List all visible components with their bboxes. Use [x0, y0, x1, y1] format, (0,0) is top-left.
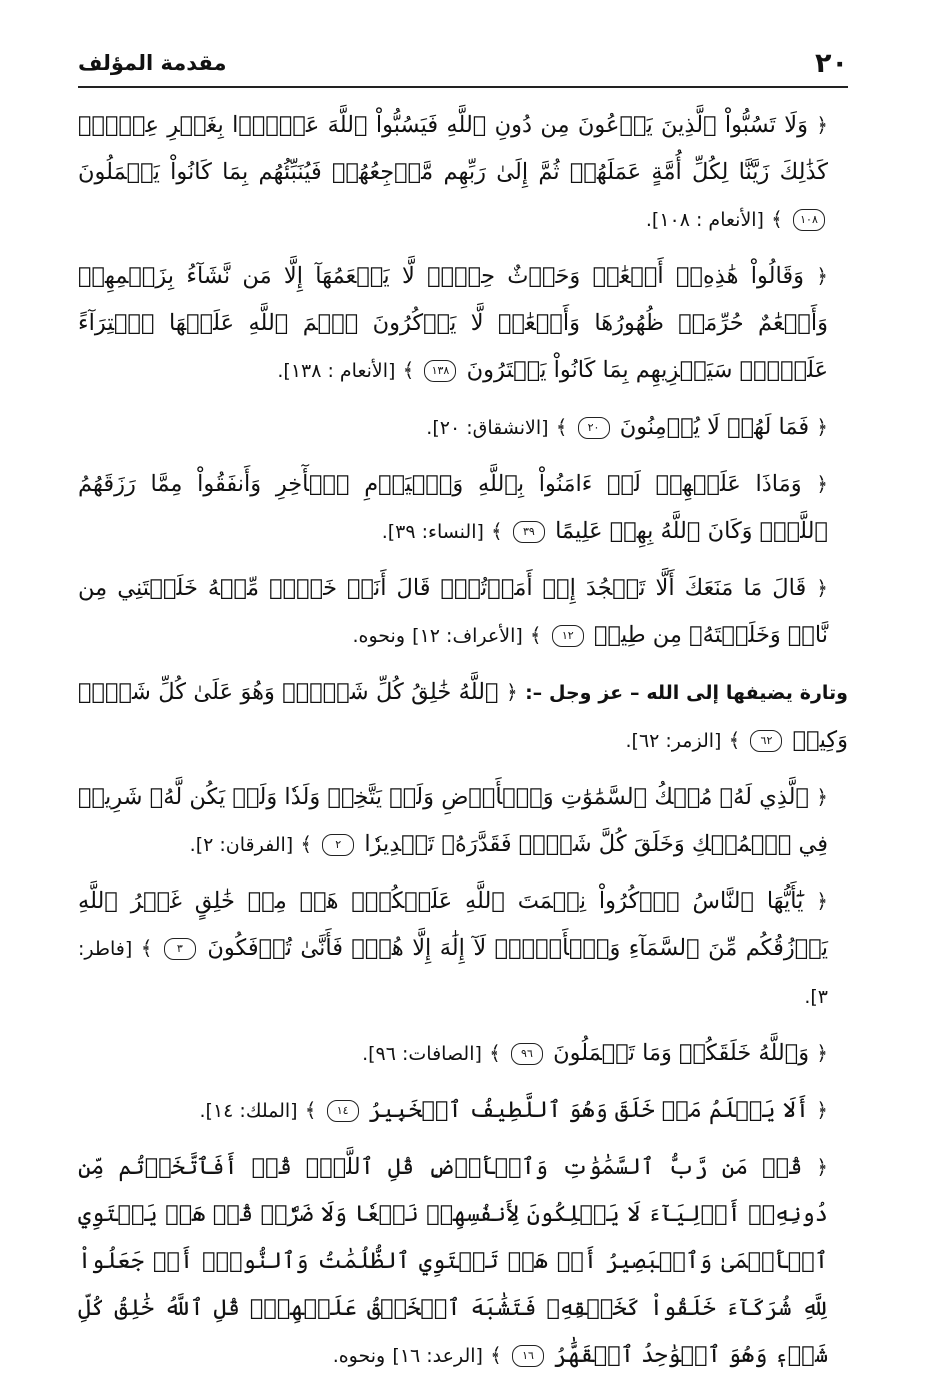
quran-verse: فَمَا لَهُمۡ لَا يُؤۡمِنُونَ: [619, 414, 810, 440]
verse-close-bracket: ﴾: [489, 1041, 501, 1065]
book-page: [78, 40, 848, 1368]
verse-number-marker: ٣: [164, 938, 196, 960]
page-number: ٢٠: [815, 47, 848, 79]
verse-paragraph: [78, 1144, 848, 1380]
quran-verse: قُلۡ مَن رَّبُّ ٱلسَّمَٰوَٰتِ وَٱلۡأَرۡضِ قُلِ ٱللَّهُۚ قُلۡ أَفَٱتَّخَذۡتُم مِّن دُونِهِۦٓ أَوۡلِيَآءَ لَا يَمۡلِكُونَ لِأَنفُسِهِمۡ نَفۡعٗا وَلَا ضَرّٗاۚ قُلۡ هَلۡ يَسۡتَوِي ٱلۡأَعۡمَىٰ وَٱلۡبَصِيرُ أَمۡ هَلۡ تَسۡتَوِي ٱلظُّلُمَٰتُ وَٱلنُّورُۗ أَمۡ جَعَلُواْ لِلَّهِ شُرَكَآءَ خَلَقُواْ كَخَلۡقِهِۦ فَتَشَٰبَهَ ٱلۡخَلۡقُ عَلَيۡهِمۡۚ قُلِ ٱللَّهُ خَٰلِقُ كُلِّ شَيۡءٖ وَهُوَ ٱلۡوَٰحِدُ ٱلۡقَهَّٰرُ: [78, 1154, 828, 1368]
quran-verse: وَمَاذَا عَلَيۡهِمۡ لَوۡ ءَامَنُواْ بِٱللَّهِ وَٱلۡيَوۡمِ ٱلۡأٓخِرِ وَأَنفَقُواْ مِمَّا رَزَقَهُمُ ٱللَّهُۚ وَكَانَ ٱللَّهُ بِهِمۡ عَلِيمًا: [78, 471, 828, 544]
verse-close-bracket: ﴾: [728, 728, 741, 752]
surah-reference: [النساء: ٣٩].: [381, 521, 484, 543]
verse-close-bracket: ﴾: [304, 1098, 317, 1122]
verse-open-bracket: ﴿: [816, 889, 829, 913]
quran-verse: ٱلَّذِي لَهُۥ مُلۡكُ ٱلسَّمَٰوَٰتِ وَٱلۡأَرۡضِ وَلَمۡ يَتَّخِذۡ وَلَدٗا وَلَمۡ يَكُن لَّهُۥ شَرِيكٞ فِي ٱلۡمُلۡكِ وَخَلَقَ كُلَّ شَيۡءٖ فَقَدَّرَهُۥ تَقۡدِيرٗا: [78, 784, 828, 857]
verse-number-marker: ١٣٨: [424, 360, 456, 382]
surah-reference: [الرعد: ١٦]: [392, 1345, 483, 1367]
verse-number-marker: ٢٠: [578, 417, 610, 439]
verse-number-marker: ٢: [322, 834, 354, 856]
verse-open-bracket: ﴿: [816, 576, 828, 600]
page-body: [78, 102, 848, 1380]
verse-paragraph: [78, 404, 848, 452]
verse-paragraph: [78, 1030, 848, 1078]
surah-reference: [الأنعام : ١٠٨].: [645, 209, 764, 231]
verse-open-bracket: ﴿: [816, 1098, 828, 1122]
verse-close-bracket: ﴾: [402, 358, 415, 382]
verse-number-marker: ٩٦: [511, 1043, 543, 1065]
surah-reference: [الصافات: ٩٦].: [362, 1043, 482, 1065]
verse-number-marker: ١٠٨: [793, 209, 825, 231]
verse-paragraph: [78, 774, 848, 869]
page-header: [78, 40, 848, 88]
trailing-text: ونحوه.: [352, 625, 405, 647]
verse-close-bracket: ﴾: [491, 519, 503, 543]
surah-reference: [الزمر: ٦٢].: [625, 730, 722, 752]
verse-close-bracket: ﴾: [140, 936, 153, 960]
verse-open-bracket: ﴿: [816, 264, 828, 288]
verse-paragraph: [78, 565, 848, 660]
surah-reference: [فاطر: ٣].: [78, 938, 828, 1008]
verse-open-bracket: ﴿: [816, 1155, 828, 1179]
quran-verse: وَقَالُواْ هَٰذِهِۦٓ أَنۡعَٰمٞ وَحَرۡثٌ حِجۡرٞ لَّا يَطۡعَمُهَآ إِلَّا مَن نَّشَآءُ بِزَعۡمِهِمۡ وَأَنۡعَٰمٌ حُرِّمَتۡ ظُهُورُهَا وَأَنۡعَٰمٞ لَّا يَذۡكُرُونَ ٱسۡمَ ٱللَّهِ عَلَيۡهَا ٱفۡتِرَآءً عَلَيۡهِۚ سَيَجۡزِيهِم بِمَا كَانُواْ يَفۡتَرُونَ: [78, 263, 828, 383]
verse-open-bracket: ﴿: [816, 113, 828, 137]
verse-paragraph: [78, 102, 848, 244]
verse-number-marker: ٣٩: [513, 521, 545, 543]
surah-reference: [الفرقان: ٢].: [189, 834, 294, 856]
surah-reference: [الأنعام : ١٣٨].: [277, 360, 396, 382]
quran-verse: أَلَا يَعۡلَمُ مَنۡ خَلَقَ وَهُوَ ٱللَّطِيفُ ٱلۡخَبِيرُ: [368, 1097, 810, 1123]
verse-open-bracket: ﴿: [505, 680, 518, 704]
verse-number-marker: ٦٢: [750, 730, 782, 752]
verse-paragraph: [78, 669, 848, 765]
verse-paragraph: [78, 1087, 848, 1135]
verse-open-bracket: ﴿: [816, 1041, 828, 1065]
verse-close-bracket: ﴾: [490, 1343, 502, 1367]
verse-open-bracket: ﴿: [816, 472, 828, 496]
verse-paragraph: [78, 461, 848, 556]
lead-text: وتارة يضيفها إلى الله – عز وجل –:: [525, 682, 848, 704]
trailing-text: ونحوه.: [332, 1345, 386, 1367]
surah-reference: [الملك: ١٤].: [199, 1100, 298, 1122]
verse-paragraph: [78, 253, 848, 395]
quran-verse: يَٰٓأَيُّهَا ٱلنَّاسُ ٱذۡكُرُواْ نِعۡمَتَ ٱللَّهِ عَلَيۡكُمۡۚ هَلۡ مِنۡ خَٰلِقٍ غَيۡرُ ٱللَّهِ يَرۡزُقُكُم مِّنَ ٱلسَّمَآءِ وَٱلۡأَرۡضِۚ لَآ إِلَٰهَ إِلَّا هُوَۖ فَأَنَّىٰ تُؤۡفَكُونَ: [78, 888, 828, 961]
surah-reference: [الانشقاق: ٢٠].: [426, 417, 549, 439]
quran-verse: وَلَا تَسُبُّواْ ٱلَّذِينَ يَدۡعُونَ مِن دُونِ ٱللَّهِ فَيَسُبُّواْ ٱللَّهَ عَدۡوَۢا بِغَيۡرِ عِلۡمٖۗ كَذَٰلِكَ زَيَّنَّا لِكُلِّ أُمَّةٍ عَمَلَهُمۡ ثُمَّ إِلَىٰ رَبِّهِم مَّرۡجِعُهُمۡ فَيُنَبِّئُهُم بِمَا كَانُواْ يَعۡمَلُونَ: [78, 112, 828, 185]
quran-verse: ٱللَّهُ خَٰلِقُ كُلِّ شَيۡءٖۖ وَهُوَ عَلَىٰ كُلِّ شَيۡءٖ وَكِيلٞ: [78, 679, 848, 753]
verse-open-bracket: ﴿: [816, 415, 828, 439]
verse-close-bracket: ﴾: [300, 832, 313, 856]
verse-number-marker: ١٤: [327, 1100, 359, 1122]
verse-number-marker: ١٢: [552, 625, 584, 647]
verse-close-bracket: ﴾: [555, 415, 568, 439]
verse-number-marker: ١٦: [512, 1345, 544, 1367]
verse-paragraph: [78, 878, 848, 1021]
running-title: مقدمة المؤلف: [78, 51, 227, 75]
quran-verse: وَٱللَّهُ خَلَقَكُمۡ وَمَا تَعۡمَلُونَ: [553, 1040, 810, 1066]
surah-reference: [الأعراف: ١٢]: [412, 625, 523, 647]
quran-verse: قَالَ مَا مَنَعَكَ أَلَّا تَسۡجُدَ إِذۡ أَمَرۡتُكَۖ قَالَ أَنَا۠ خَيۡرٞ مِّنۡهُ خَلَقۡتَنِي مِن نَّارٖ وَخَلَقۡتَهُۥ مِن طِينٖ: [78, 575, 828, 648]
verse-close-bracket: ﴾: [771, 207, 783, 231]
verse-close-bracket: ﴾: [529, 623, 542, 647]
verse-open-bracket: ﴿: [816, 785, 828, 809]
